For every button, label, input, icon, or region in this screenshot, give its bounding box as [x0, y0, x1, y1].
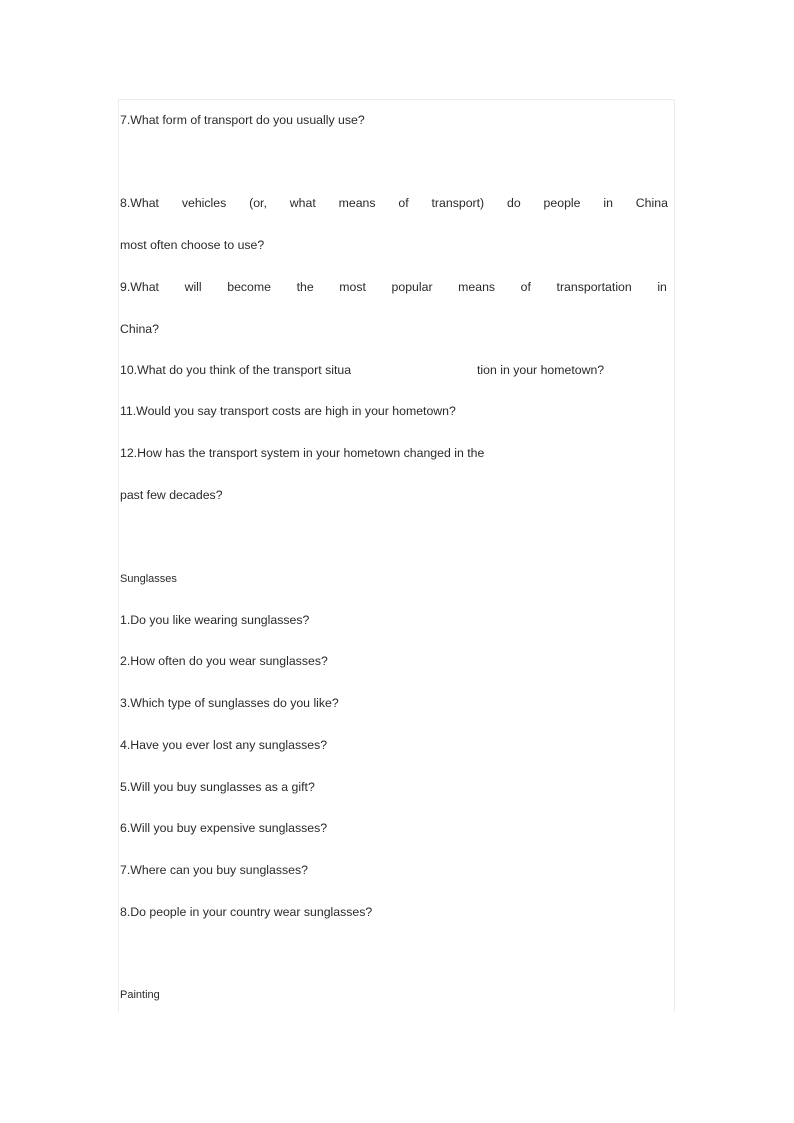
q8-word: means — [338, 196, 376, 210]
q8-word: China — [635, 196, 668, 210]
q8-word: do — [507, 196, 521, 210]
sunglasses-question-2: 2.How often do you wear sunglasses? — [120, 654, 328, 668]
sunglasses-question-4: 4.Have you ever lost any sunglasses? — [120, 738, 328, 752]
transport-question-11: 11.Would you say transport costs are high in your hometown? — [120, 404, 456, 418]
q8-word: people — [543, 196, 581, 210]
q8-word: transport) — [431, 196, 485, 210]
transport-question-7: 7.What form of transport do you usually use? — [120, 113, 365, 127]
transport-question-9-continued: China? — [120, 322, 159, 336]
transport-question-8-continued: most often choose to use? — [120, 238, 265, 252]
sunglasses-question-8: 8.Do people in your country wear sunglasses? — [120, 905, 373, 919]
q8-word: 8.What — [120, 196, 159, 210]
transport-question-10-part1: 10.What do you think of the transport situa — [120, 363, 352, 377]
q9-word: in — [657, 280, 667, 294]
section-heading-painting: Painting — [120, 989, 160, 1001]
transport-question-8 — [120, 195, 668, 211]
sunglasses-question-5: 5.Will you buy sunglasses as a gift? — [120, 780, 315, 794]
q9-word: most — [339, 280, 366, 294]
q9-word: means — [458, 280, 496, 294]
transport-question-10-part2: tion in your hometown? — [477, 363, 605, 377]
q9-word: will — [184, 280, 202, 294]
transport-question-12-continued: past few decades? — [120, 488, 223, 502]
q9-word: become — [227, 280, 271, 294]
sunglasses-question-1: 1.Do you like wearing sunglasses? — [120, 613, 310, 627]
q8-word: vehicles — [181, 196, 227, 210]
q8-word: (or, — [249, 196, 267, 210]
transport-question-12: 12.How has the transport system in your hometown changed in the — [120, 446, 485, 460]
q9-word: of — [520, 280, 531, 294]
q8-word: what — [289, 196, 316, 210]
q9-word: transportation — [556, 280, 632, 294]
sunglasses-question-3: 3.Which type of sunglasses do you like? — [120, 696, 339, 710]
sunglasses-question-6: 6.Will you buy expensive sunglasses? — [120, 821, 328, 835]
section-heading-sunglasses: Sunglasses — [120, 573, 177, 585]
q9-word: 9.What — [120, 280, 159, 294]
sunglasses-question-7: 7.Where can you buy sunglasses? — [120, 863, 308, 877]
transport-question-9 — [120, 279, 667, 295]
q8-word: of — [398, 196, 409, 210]
q9-word: the — [296, 280, 314, 294]
q9-word: popular — [391, 280, 433, 294]
q8-word: in — [603, 196, 613, 210]
